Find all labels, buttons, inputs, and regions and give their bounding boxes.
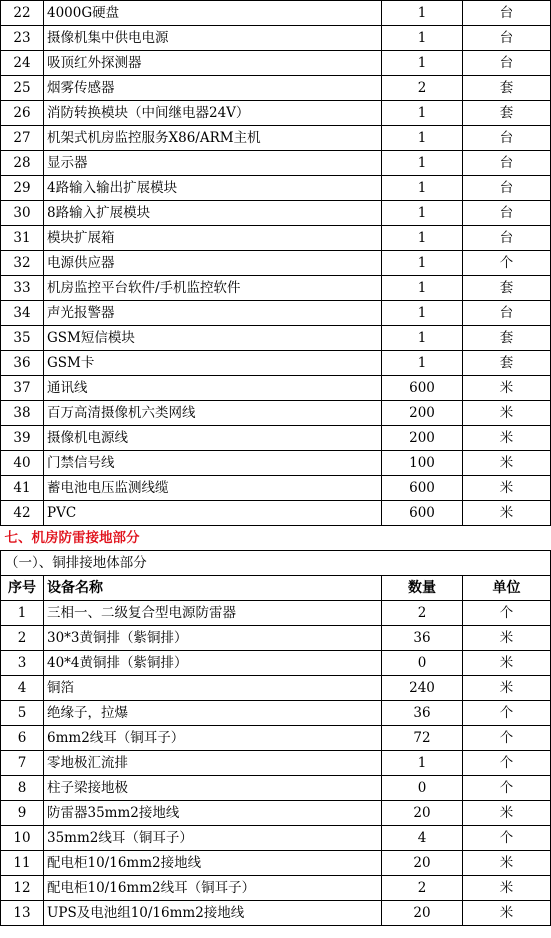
table-row xyxy=(1,476,551,501)
table-row xyxy=(1,651,551,676)
subsection-title-row xyxy=(1,551,551,576)
equipment-name: 摄像机集中供电电源 xyxy=(44,26,382,51)
unit: 台 xyxy=(463,51,551,76)
equipment-name: 4路输入输出扩展模块 xyxy=(44,176,382,201)
equipment-name: 电源供应器 xyxy=(44,251,382,276)
equipment-name: 烟雾传感器 xyxy=(44,76,382,101)
row-number: 37 xyxy=(1,376,44,401)
quantity: 0 xyxy=(382,776,463,801)
unit: 台 xyxy=(463,176,551,201)
table-row xyxy=(1,376,551,401)
row-number: 3 xyxy=(1,651,44,676)
quantity: 72 xyxy=(382,726,463,751)
equipment-name: 消防转换模块（中间继电器24V） xyxy=(44,101,382,126)
table-row xyxy=(1,76,551,101)
equipment-name: 门禁信号线 xyxy=(44,451,382,476)
equipment-name: 百万高清摄像机六类网线 xyxy=(44,401,382,426)
equipment-name: 零地极汇流排 xyxy=(44,751,382,776)
header-unit: 单位 xyxy=(463,576,551,601)
header-qty: 数量 xyxy=(382,576,463,601)
unit: 米 xyxy=(463,501,551,526)
quantity: 1 xyxy=(382,51,463,76)
equipment-name: 8路输入扩展模块 xyxy=(44,201,382,226)
unit: 套 xyxy=(463,326,551,351)
equipment-name: 铜箔 xyxy=(44,676,382,701)
equipment-name: 声光报警器 xyxy=(44,301,382,326)
quantity: 36 xyxy=(382,626,463,651)
row-number: 12 xyxy=(1,876,44,901)
quantity: 2 xyxy=(382,876,463,901)
section-title-row xyxy=(1,526,551,551)
row-number: 31 xyxy=(1,226,44,251)
quantity: 1 xyxy=(382,1,463,26)
equipment-name: 4000G硬盘 xyxy=(44,1,382,26)
table-row xyxy=(1,326,551,351)
quantity: 200 xyxy=(382,426,463,451)
table-row xyxy=(1,301,551,326)
row-number: 6 xyxy=(1,726,44,751)
row-number: 35 xyxy=(1,326,44,351)
quantity: 1 xyxy=(382,301,463,326)
quantity: 1 xyxy=(382,351,463,376)
row-number: 24 xyxy=(1,51,44,76)
equipment-name: 机架式机房监控服务X86/ARM主机 xyxy=(44,126,382,151)
table-row xyxy=(1,176,551,201)
table-row xyxy=(1,251,551,276)
subsection-title: （一）、铜排接地体部分 xyxy=(1,551,551,576)
table-row xyxy=(1,676,551,701)
table-row xyxy=(1,451,551,476)
quantity: 20 xyxy=(382,901,463,926)
table-row xyxy=(1,901,551,926)
equipment-name: 摄像机电源线 xyxy=(44,426,382,451)
row-number: 23 xyxy=(1,26,44,51)
table-row xyxy=(1,426,551,451)
quantity: 240 xyxy=(382,676,463,701)
table-row xyxy=(1,501,551,526)
quantity: 1 xyxy=(382,26,463,51)
equipment-name: 配电柜10/16mm2线耳（铜耳子） xyxy=(44,876,382,901)
equipment-name: 三相一、二级复合型电源防雷器 xyxy=(44,601,382,626)
equipment-name: 模块扩展箱 xyxy=(44,226,382,251)
quantity: 20 xyxy=(382,851,463,876)
unit: 台 xyxy=(463,201,551,226)
row-number: 22 xyxy=(1,1,44,26)
row-number: 30 xyxy=(1,201,44,226)
quantity: 1 xyxy=(382,276,463,301)
table-row xyxy=(1,101,551,126)
row-number: 38 xyxy=(1,401,44,426)
unit: 套 xyxy=(463,101,551,126)
unit: 台 xyxy=(463,226,551,251)
table-row xyxy=(1,851,551,876)
quantity: 36 xyxy=(382,701,463,726)
equipment-name: 配电柜10/16mm2接地线 xyxy=(44,851,382,876)
table-row xyxy=(1,226,551,251)
unit: 米 xyxy=(463,376,551,401)
quantity: 1 xyxy=(382,201,463,226)
row-number: 28 xyxy=(1,151,44,176)
table-row xyxy=(1,726,551,751)
unit: 米 xyxy=(463,451,551,476)
row-number: 32 xyxy=(1,251,44,276)
quantity: 1 xyxy=(382,101,463,126)
equipment-name: 35mm2线耳（铜耳子） xyxy=(44,826,382,851)
header-name: 设备名称 xyxy=(44,576,382,601)
row-number: 4 xyxy=(1,676,44,701)
table-row xyxy=(1,51,551,76)
table-row xyxy=(1,276,551,301)
quantity: 1 xyxy=(382,251,463,276)
row-number: 2 xyxy=(1,626,44,651)
quantity: 1 xyxy=(382,151,463,176)
equipment-name: 40*4黄铜排（紫铜排） xyxy=(44,651,382,676)
unit: 米 xyxy=(463,401,551,426)
row-number: 8 xyxy=(1,776,44,801)
table-row xyxy=(1,151,551,176)
row-number: 40 xyxy=(1,451,44,476)
unit: 个 xyxy=(463,826,551,851)
row-number: 11 xyxy=(1,851,44,876)
equipment-name: 通讯线 xyxy=(44,376,382,401)
equipment-name: GSM短信模块 xyxy=(44,326,382,351)
row-number: 9 xyxy=(1,801,44,826)
quantity: 1 xyxy=(382,126,463,151)
equipment-name: GSM卡 xyxy=(44,351,382,376)
equipment-name: 蓄电池电压监测线缆 xyxy=(44,476,382,501)
equipment-name: 防雷器35mm2接地线 xyxy=(44,801,382,826)
section-title: 七、机房防雷接地部分 xyxy=(1,526,551,551)
unit: 米 xyxy=(463,651,551,676)
table-row xyxy=(1,1,551,26)
unit: 套 xyxy=(463,276,551,301)
unit: 米 xyxy=(463,901,551,926)
unit: 台 xyxy=(463,26,551,51)
equipment-name: PVC xyxy=(44,501,382,526)
table-row xyxy=(1,826,551,851)
unit: 套 xyxy=(463,76,551,101)
row-number: 36 xyxy=(1,351,44,376)
row-number: 39 xyxy=(1,426,44,451)
unit: 米 xyxy=(463,676,551,701)
unit: 个 xyxy=(463,776,551,801)
unit: 个 xyxy=(463,751,551,776)
table-row xyxy=(1,776,551,801)
quantity: 1 xyxy=(382,226,463,251)
quantity: 100 xyxy=(382,451,463,476)
table-row xyxy=(1,401,551,426)
table-row xyxy=(1,801,551,826)
unit: 台 xyxy=(463,151,551,176)
unit: 台 xyxy=(463,126,551,151)
table-row xyxy=(1,126,551,151)
equipment-name: 30*3黄铜排（紫铜排） xyxy=(44,626,382,651)
row-number: 26 xyxy=(1,101,44,126)
quantity: 1 xyxy=(382,176,463,201)
row-number: 41 xyxy=(1,476,44,501)
equipment-name: 机房监控平台软件/手机监控软件 xyxy=(44,276,382,301)
row-number: 13 xyxy=(1,901,44,926)
row-number: 33 xyxy=(1,276,44,301)
unit: 套 xyxy=(463,351,551,376)
table-row xyxy=(1,201,551,226)
unit: 米 xyxy=(463,476,551,501)
quantity: 2 xyxy=(382,601,463,626)
unit: 个 xyxy=(463,251,551,276)
quantity: 200 xyxy=(382,401,463,426)
equipment-name: UPS及电池组10/16mm2接地线 xyxy=(44,901,382,926)
row-number: 29 xyxy=(1,176,44,201)
table-row xyxy=(1,701,551,726)
row-number: 1 xyxy=(1,601,44,626)
unit: 台 xyxy=(463,301,551,326)
row-number: 5 xyxy=(1,701,44,726)
equipment-name: 柱子梁接地极 xyxy=(44,776,382,801)
quantity: 1 xyxy=(382,326,463,351)
table-row xyxy=(1,626,551,651)
unit: 个 xyxy=(463,701,551,726)
equipment-name: 吸顶红外探测器 xyxy=(44,51,382,76)
equipment-name: 显示器 xyxy=(44,151,382,176)
quantity: 600 xyxy=(382,376,463,401)
row-number: 7 xyxy=(1,751,44,776)
unit: 米 xyxy=(463,426,551,451)
quantity: 4 xyxy=(382,826,463,851)
table-row xyxy=(1,351,551,376)
table-row xyxy=(1,876,551,901)
quantity: 2 xyxy=(382,76,463,101)
unit: 个 xyxy=(463,726,551,751)
row-number: 34 xyxy=(1,301,44,326)
table-row xyxy=(1,26,551,51)
row-number: 27 xyxy=(1,126,44,151)
header-no: 序号 xyxy=(1,576,44,601)
equipment-name: 6mm2线耳（铜耳子） xyxy=(44,726,382,751)
table-row xyxy=(1,601,551,626)
unit: 个 xyxy=(463,601,551,626)
quantity: 0 xyxy=(382,651,463,676)
quantity: 20 xyxy=(382,801,463,826)
unit: 米 xyxy=(463,876,551,901)
row-number: 42 xyxy=(1,501,44,526)
equipment-name: 绝缘子，拉爆 xyxy=(44,701,382,726)
unit: 台 xyxy=(463,1,551,26)
quantity: 600 xyxy=(382,476,463,501)
row-number: 25 xyxy=(1,76,44,101)
unit: 米 xyxy=(463,851,551,876)
row-number: 10 xyxy=(1,826,44,851)
table-row xyxy=(1,751,551,776)
table-header-row xyxy=(1,576,551,601)
unit: 米 xyxy=(463,626,551,651)
quantity: 1 xyxy=(382,751,463,776)
quantity: 600 xyxy=(382,501,463,526)
unit: 米 xyxy=(463,801,551,826)
